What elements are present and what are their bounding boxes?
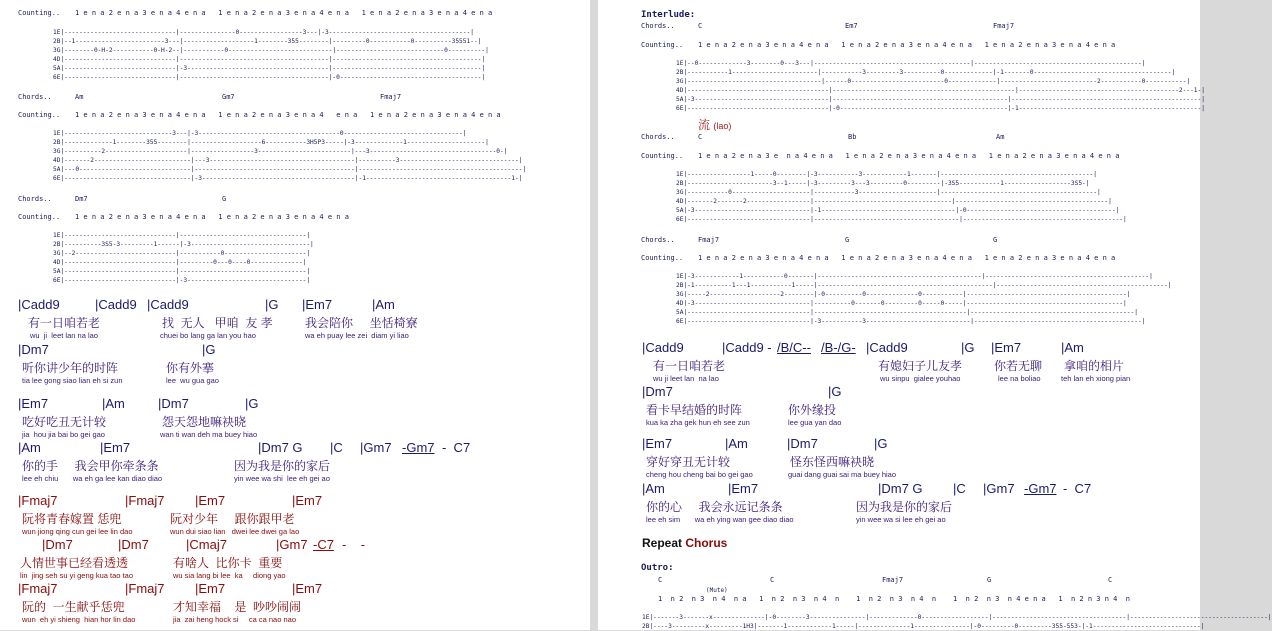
chord: |Cadd9: [95, 297, 137, 312]
lyric: 拿咱的相片: [1064, 359, 1125, 373]
chord-name: G: [993, 236, 998, 244]
chord: |Fmaj7: [125, 493, 165, 508]
chord: |Dm7 G: [878, 481, 923, 496]
lyric: 我会陪你 坐恬椅寮: [305, 316, 418, 330]
lyric: 找 无人 甲咱 友 孝: [162, 316, 273, 330]
chord: |Dm7: [118, 537, 149, 552]
chord: |Am: [102, 396, 125, 411]
chord: |Dm7: [787, 436, 818, 451]
chord: |Cmaj7: [186, 537, 227, 552]
chords-label: Chords..: [641, 22, 675, 30]
chord: |Cadd9: [18, 297, 60, 312]
interlude-heading: Interlude:: [641, 10, 696, 20]
counting-label: Counting..: [641, 152, 684, 160]
lyric: 你若无聊: [994, 359, 1043, 373]
outro-heading: Outro:: [641, 563, 674, 573]
chord-name: Fmaj7: [698, 236, 720, 244]
counting-label: Counting..: [641, 254, 684, 262]
chord: |Em7: [292, 581, 323, 596]
counting-row: 1 e n a 2 e n a 3 e n a 4 e n a 1 e n a 2 e n a 3 e n a 4 e n a 1 e n a 2 e n a 3 e n a 4 e n a: [698, 254, 1116, 262]
romanization: wun jiong qing cun gei lee lin dao: [22, 527, 133, 536]
chord: |Em7: [292, 493, 323, 508]
chord: |Cadd9 -: [722, 340, 772, 355]
chord: |G: [828, 384, 842, 399]
chord: |G: [202, 342, 216, 357]
chord-name: C: [698, 133, 703, 141]
romanization: wun dui siao lian dwei lee dwei ga lao: [170, 527, 300, 536]
chord-name: Bb: [848, 133, 857, 141]
chord: |Dm7: [158, 396, 189, 411]
chord-name: Am: [75, 93, 84, 101]
chord-name: Fmaj7: [882, 576, 904, 584]
tab-staff: 1E|-------3-------x--------------|-0--------3---------------|-------------0------------------|------------------------------------|-------------------------------------| 2B|----3---------x---------1H3|-------1------------1-----|--------------1---------------|-0---------0---------355-553-|-1-----------------------------|: [642, 614, 1272, 631]
romanization: yin wee wa shi lee eh gei ao: [234, 474, 330, 483]
counting-label: Counting..: [18, 111, 61, 119]
lyric: 穿好穿丑无计较: [646, 455, 731, 469]
romanization: lee gua yan dao: [788, 418, 842, 427]
romanization: cheng hou cheng bai bo gei gao: [646, 470, 753, 479]
romanization: tia lee gong siao lian eh si zun: [22, 376, 123, 385]
chord-name: Am: [996, 133, 1005, 141]
lyric: 怨天怨地嘛袂晓: [162, 415, 247, 429]
tab-staff: 1E|------------------------------|----------------------------------| 2B|----------3S5-3---------1------|-3--------------------------------| 3G|--2---------------------------|-----------0----------------------| 4D|------------------------------|---------0---0----0--------------| 5A|------------------------------|----------------------------------| 6E|------------------------------|-3--------------------------------|: [53, 232, 314, 285]
chords-label: Chords..: [18, 93, 52, 101]
romanization: guai dang guai sai ma buey hiao: [788, 470, 896, 479]
chord-name: Fmaj7: [993, 22, 1015, 30]
romanization: wan ti wan deh ma buey hiao: [160, 430, 258, 439]
lyric: 听你讲少年的时阵: [22, 361, 119, 375]
chord: |G: [961, 340, 975, 355]
chord: |Em7: [302, 297, 333, 312]
lyric: 你外缘投: [788, 403, 837, 417]
counting-row: 1 e n a 2 e n a 3 e n a 4 e n a 1 e n a 2 e n a 3 e n a 4 e n a 1 e n a 2 e n a 3 e n a 4 e n a: [75, 9, 493, 17]
tab-staff: 1E|-3------------1-----------0-------|--------------------------------------------|--------------------------------------------| 2B|-1----------1---1-----------1-----|-----------------------------------------------|----------------------------------------------| 3G|-----2-------------------2--------|-0----------0--------------0-----------|-------------------------------------------| 4D|-3-------------------------------|----------0-------0---------0-----0-----|------------------------------------------| 5A|---------------------------------|-----------------------------------------|--------------------------------------------| 6E|---------------------------------|-3-----------3----------------------------|---------------------------------------------|: [676, 273, 1172, 326]
chord: - C7: [442, 440, 471, 455]
lyric: 你的手 我会甲你牵条条: [22, 459, 159, 473]
chord: |G: [245, 396, 259, 411]
chord: |Am: [725, 436, 748, 451]
romanization: kua ka zha gek hun eh see zun: [646, 418, 750, 427]
romanization: wu ji leet lan na lao: [30, 331, 98, 340]
chord: |Am: [18, 440, 41, 455]
chord: |Dm7 G: [258, 440, 303, 455]
chord-name: C: [658, 576, 663, 584]
chord: |Gm7: [276, 537, 308, 552]
chord: /B/C--: [777, 340, 811, 355]
tab-staff: 1E|-----------------------------3---|-3--------------------------------------0--------------------------------| 2B|-------------1--------355--------|-------------------6-----------3H5P3-----|-3-------------1---------------------| 3G|----------2----------------------|-----------------3-------------------------|---3----------------------------------0-| 4D|-------2--------------------------|---3---------------------------------------|----------3--------------------------------| 5A|---0------------------------------|-------------------------------------------|--------------------------------------------| 6E|----------------------------------|-3-----------------------------------------|-1---------------------------------------1-|: [53, 130, 527, 183]
romanization: jia zai heng hock si ca ca nao nao: [173, 615, 296, 624]
lyric: 有啥人 比你卡 重要: [173, 556, 283, 570]
tab-staff: 1E|--0-------------3--------0---3---|------------------------------------------|---------------------------------------------| 2B|-----------1-----------------------|-----------3---------3----------0-------------|-1-------0-------------------------------------| 3G|------------------------------------|------0-------------------------0-------------|--------------------------2-----------0-----------| 4D|--------------------------------------|-------------------------------------------------|-------------------------------------------2---1-| 5A|-3------------------------------------|-----------------------------------------------|---------------------------------------------------| 6E|--------------------------------------|-0---------------------------------------------|-1-------------------------------------------------|: [676, 60, 1205, 113]
chord: |Em7: [195, 581, 226, 596]
repeat-chorus: Repeat Chorus: [642, 536, 728, 550]
lyric: 有一日咱若老: [28, 316, 101, 330]
counting-row: 1 e n a 2 e n a 3 e n a 4 e n a 1 e n a 2 e n a 3 e n a 4 e n a 1 e n a 2 e n a 3 e n a 4 e n a: [698, 41, 1116, 49]
lyric: 才知幸福 是 吵吵闹闹: [173, 600, 302, 614]
lyric: 因为我是你的家后: [234, 459, 331, 473]
romanization: teh lan eh xiong pian: [1061, 374, 1131, 383]
chords-label: Chords..: [641, 133, 675, 141]
chord-name: G: [987, 576, 992, 584]
chord-name: G: [845, 236, 850, 244]
chord-name: Dm7: [75, 195, 88, 203]
chord: |Em7: [991, 340, 1022, 355]
mute-note: (Mute): [706, 587, 728, 594]
lyric: 怪东怪西嘛袂晓: [790, 455, 875, 469]
chord: - -: [342, 537, 366, 552]
lyric: 吃好吃丑无计较: [22, 415, 107, 429]
tab-staff: 1E|------------------------------|---------------0-----------------3---|-3--------------------------------------| 2B|--1------------------------3---|-------------------1--------355--------|---------0-----------0----------35551--| 3G|--------0-H-2-----------0-H-2--|-----------0----------------------------|-----------------------------0----------| 4D|------------------------------|----------------------------------------|----------------------------------------| 5A|------------------------------|-3--------------------------------------|----------------------------------------| 6E|------------------------------|----------------------------------------|-0--------------------------------------|: [53, 29, 489, 82]
chord: |Am: [372, 297, 395, 312]
chord: |Em7: [18, 396, 49, 411]
counting-label: Counting..: [18, 213, 61, 221]
chord: |Cadd9: [866, 340, 908, 355]
chord: /B-/G-: [821, 340, 856, 355]
chord: |Dm7: [18, 342, 49, 357]
chord: |Dm7: [42, 537, 73, 552]
tab-staff: 1E|-----------------1-----0--------|-3-----------3------------1-------|-----------------------------------------| 2B|-----------------------3--1-----|-3---------3---3---------0---------|-3S5-----------1------------------3S5-| 3G|-----------0---------------------|-----------3---------------------|------------------------------------------| 4D|-------2-------2-----------------|-------------------------------------|-----------------------------------------| 5A|-3-------------------------------|-1------------------------------------|-0----------------------------------------| 6E|---------------------------------|---------------------------------------|-------------------------------------------|: [676, 171, 1127, 224]
lyric: 有媳妇子儿友孝: [878, 359, 963, 373]
right-page: [598, 0, 1272, 631]
lyric: 你的心 我会永远记条条: [646, 500, 783, 514]
romanization: wu sinpu gialee youhao: [880, 374, 961, 383]
romanization: jia hou jia bai bo gei gao: [22, 430, 105, 439]
chord: |Em7: [195, 493, 226, 508]
chord: |Fmaj7: [18, 493, 58, 508]
chord-name: Fmaj7: [380, 93, 402, 101]
chord: |C: [953, 481, 966, 496]
chord: - C7: [1063, 481, 1092, 496]
counting-label: Counting..: [641, 41, 684, 49]
counting-label: Counting..: [18, 9, 61, 17]
chord: |Em7: [728, 481, 759, 496]
romanization: wun eh yi shieng hian hor lin dao: [22, 615, 136, 624]
lyric: 你有外搴: [166, 361, 215, 375]
counting-row: 1 e n a 2 e n a 3 e n a 4 e n a 1 e n a 2 e n a 3 e n a 4 e n a: [75, 213, 349, 221]
chord-name: G: [222, 195, 227, 203]
lyric: 有一日咱若老: [653, 359, 726, 373]
lyric: 人情世事已经看透透: [20, 556, 129, 570]
romanization: lee na boliao: [998, 374, 1041, 383]
chord-name: Gm7: [222, 93, 235, 101]
chord-name: C: [1108, 576, 1113, 584]
chord: |G: [874, 436, 888, 451]
chord: |G: [265, 297, 279, 312]
romanization: chuei bo lang ga lan you hao: [160, 331, 256, 340]
chord: |Em7: [642, 436, 673, 451]
lyric: 因为我是你的家后: [856, 500, 953, 514]
counting-row: 1 e n a 2 e n a 3 e n a 4 e n a 1 e n a 2 e n a 3 e n a 4 e n a 1 e n a 2 e n a 3 e n a 4 e n a: [698, 152, 1120, 160]
chord: |Cadd9: [642, 340, 684, 355]
chord: |Am: [642, 481, 665, 496]
romanization: wu ji leet lan na lao: [653, 374, 719, 383]
chord: |Am: [1061, 340, 1084, 355]
chords-label: Chords..: [641, 236, 675, 244]
chord: |Fmaj7: [125, 581, 165, 596]
lyric: 阮对少年 跟你跟甲老: [170, 512, 295, 526]
romanization: wa eh puay lee zei diam yi liao: [305, 331, 409, 340]
chord: -Gm7: [1024, 481, 1057, 496]
lyric: 阮将青春嫁置 恁兜: [22, 512, 122, 526]
chord-name: Em7: [845, 22, 858, 30]
romanization: lee wu gua gao: [166, 376, 219, 385]
chord: |Cadd9: [147, 297, 189, 312]
chord: -C7: [313, 537, 334, 552]
counting-row: 1 e n a 2 e n a 3 e n a 4 e n a 1 e n a 2 e n a 3 e n a 4 e n a 1 e n a 2 e n a 3 e n a 4 e n a: [75, 111, 501, 119]
chords-label: Chords..: [18, 195, 52, 203]
chord: |Em7: [100, 440, 131, 455]
lao-annotation: 流 (lao): [698, 118, 732, 132]
chord-name: C: [770, 576, 775, 584]
lyric: 阮的 一生献乎恁兜: [22, 600, 125, 614]
romanization: lin jing seh su yi geng kua tao tao: [20, 571, 133, 580]
romanization: lee eh chiu wa eh ga lee kan diao diao: [22, 474, 163, 483]
chord: -Gm7: [402, 440, 435, 455]
romanization: yin wee wa si lee eh gei ao: [856, 515, 946, 524]
chord: |C: [330, 440, 343, 455]
chord: |Gm7: [983, 481, 1015, 496]
counting-row: 1 n 2 n 3 n 4 n a 1 n 2 n 3 n 4 n 1 n 2 n 3 n 4 n 1 n 2 n 3 n 4 e n a 1 n 2 n 3 n 4 n: [658, 595, 1131, 603]
lyric: 看卡早结婚的时阵: [646, 403, 743, 417]
chord: |Dm7: [642, 384, 673, 399]
chord: |Fmaj7: [18, 581, 58, 596]
romanization: lee eh sim wa eh ying wan gee diao diao: [646, 515, 794, 524]
chord: |Gm7: [360, 440, 392, 455]
left-page: [0, 0, 590, 630]
chord-name: C: [698, 22, 703, 30]
romanization: wu sia lang bi lee ka diong yao: [173, 571, 286, 580]
